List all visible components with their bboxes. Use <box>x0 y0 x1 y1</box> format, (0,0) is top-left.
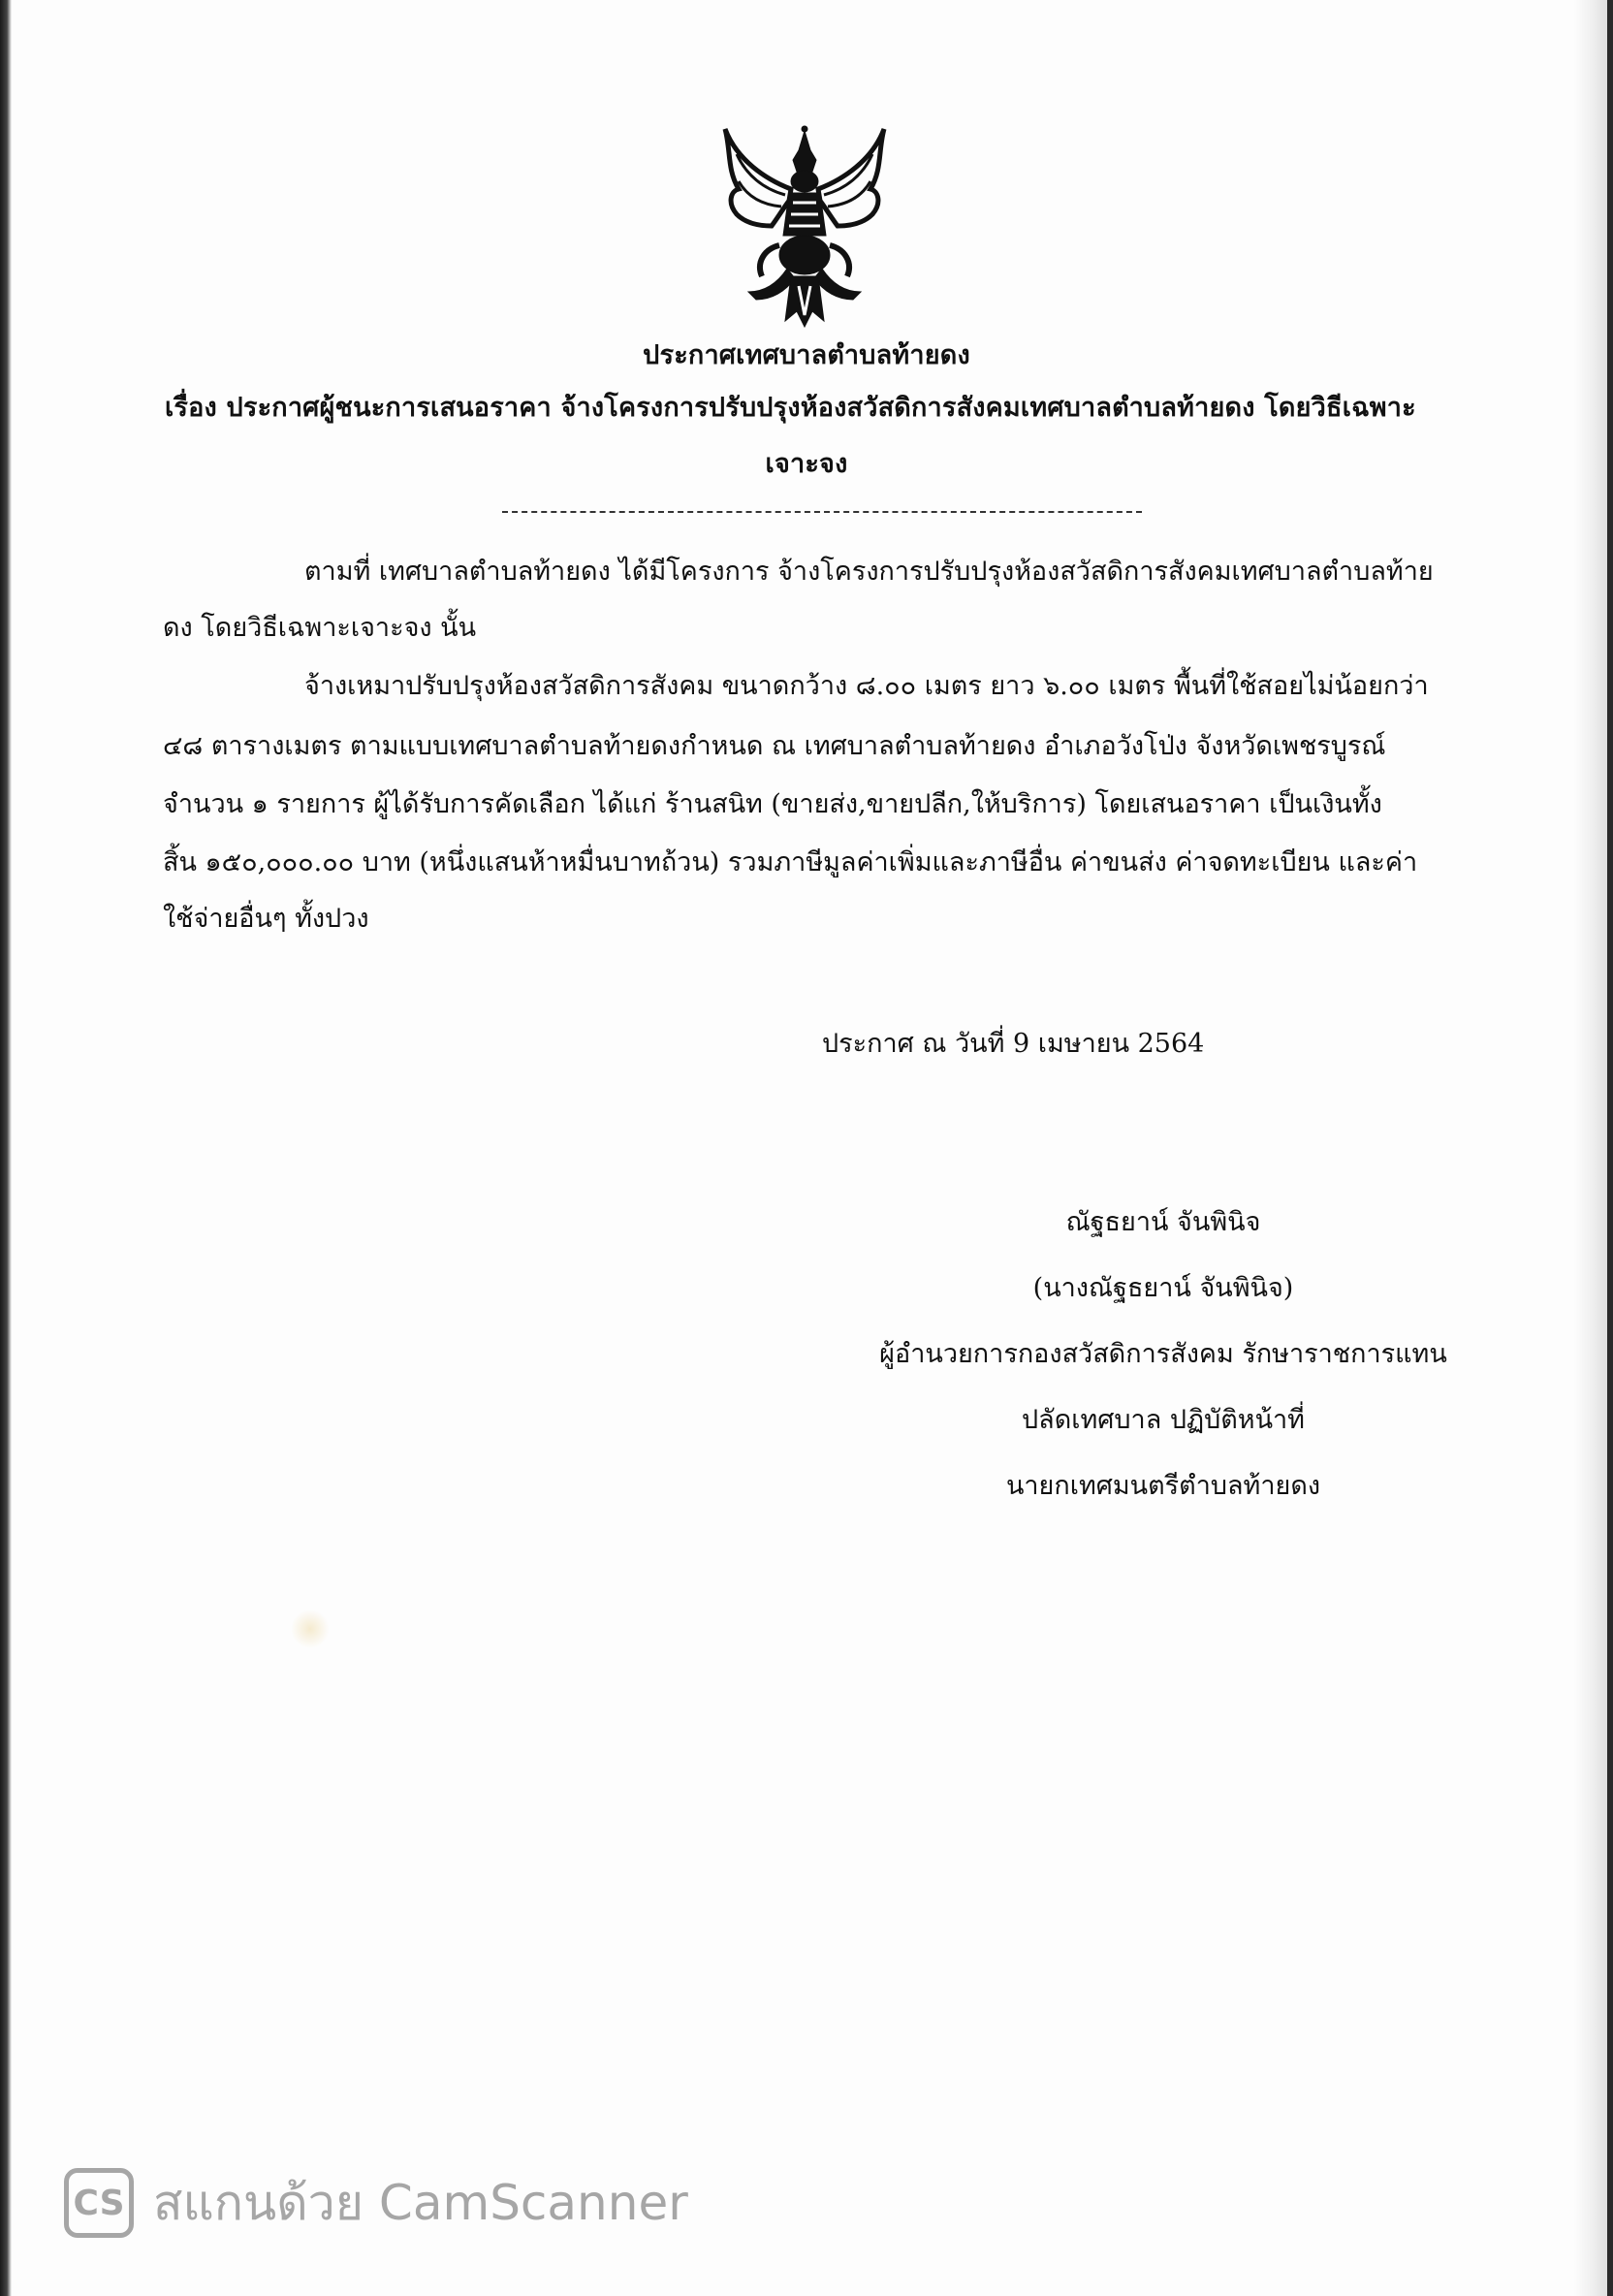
announcement-title: ประกาศเทศบาลตำบลท้ายดง <box>643 340 970 370</box>
camscanner-logo-icon: CS <box>64 2168 134 2238</box>
garuda-emblem-icon <box>717 121 892 330</box>
announcement-date: ประกาศ ณ วันที่ 9 เมษายน 2564 <box>822 1029 1205 1059</box>
watermark-text: สแกนด้วย CamScanner <box>153 2174 688 2231</box>
paragraph-2-line: ใช้จ่ายอื่นๆ ทั้งปวง <box>163 904 369 934</box>
announcement-subject: เรื่อง ประกาศผู้ชนะการเสนอราคา จ้างโครงการปรับปรุงห้องสวัสดิการสังคมเทศบาลตำบลท้ายดง โดยวิธีเฉพาะ <box>165 393 1416 423</box>
camscanner-watermark <box>64 2166 688 2240</box>
announcement-subject-continued: เจาะจง <box>765 449 848 479</box>
paragraph-1-line: ดง โดยวิธีเฉพาะเจาะจง นั้น <box>163 613 477 643</box>
signature-handwritten: ณัฐธยาน์ จันพินิจ <box>1065 1207 1261 1237</box>
paragraph-2-line: จำนวน ๑ รายการ ผู้ได้รับการคัดเลือก ได้แก่ ร้านสนิท (ขายส่ง,ขายปลีก,ให้บริการ) โดยเสนอราคา เป็นเงินทั้ง <box>163 789 1382 819</box>
signatory-name: (นางณัฐธยาน์ จันพินิจ) <box>1032 1273 1294 1303</box>
title-divider <box>502 511 1142 513</box>
signatory-position: ปลัดเทศบาล ปฏิบัติหน้าที่ <box>1022 1405 1305 1435</box>
paragraph-1-line: ตามที่ เทศบาลตำบลท้ายดง ได้มีโครงการ จ้างโครงการปรับปรุงห้องสวัสดิการสังคมเทศบาลตำบลท้าย <box>304 557 1434 587</box>
paragraph-2-line: สิ้น ๑๕๐,๐๐๐.๐๐ บาท (หนึ่งแสนห้าหมื่นบาทถ้วน) รวมภาษีมูลค่าเพิ่มและภาษีอื่น ค่าขนส่ง ค่าจดทะเบียน และค่า <box>163 847 1418 877</box>
signatory-position: นายกเทศมนตรีตำบลท้ายดง <box>1005 1471 1321 1501</box>
paragraph-2-line: ๔๘ ตารางเมตร ตามแบบเทศบาลตำบลท้ายดงกำหนด ณ เทศบาลตำบลท้ายดง อำเภอวังโป่ง จังหวัดเพชรบูรณ์ <box>163 731 1386 761</box>
signatory-position: ผู้อำนวยการกองสวัสดิการสังคม รักษาราชการแทน <box>879 1339 1447 1369</box>
paragraph-2-line: จ้างเหมาปรับปรุงห้องสวัสดิการสังคม ขนาดกว้าง ๘.๐๐ เมตร ยาว ๖.๐๐ เมตร พื้นที่ใช้สอยไม่น้อยกว่า <box>304 671 1429 701</box>
paper-stain <box>291 1610 330 1648</box>
